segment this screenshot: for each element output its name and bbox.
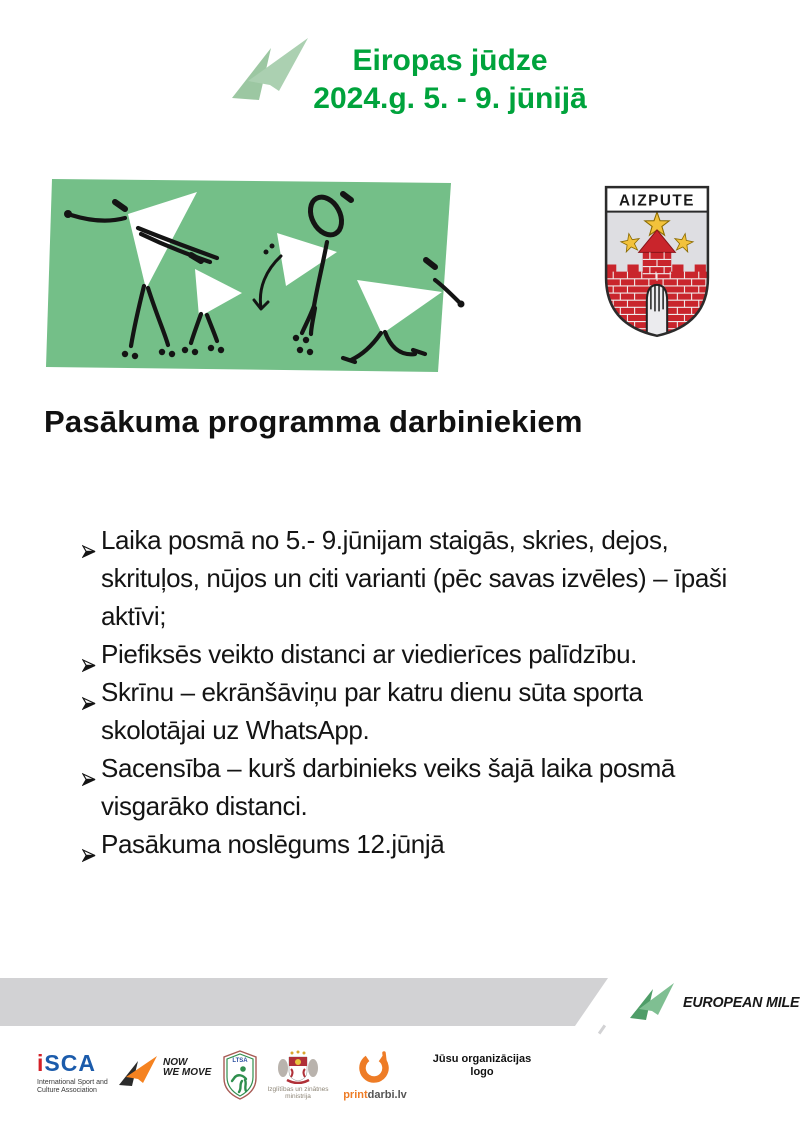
list-item	[84, 673, 746, 749]
isca-wordmark-sca: SCA	[44, 1050, 96, 1076]
skaters-illustration	[45, 176, 465, 376]
arrowhead-bullet-icon	[82, 683, 96, 721]
isca-wordmark	[37, 1050, 117, 1076]
list-item-text: Laika posmā no 5.- 9.jūnijam staigās, skries, dejos, skrituļos, nūjos un citi varianti (pēc savas izvēles) – īpaši aktīvi;	[101, 525, 727, 631]
org-logo-placeholder	[428, 1053, 536, 1079]
list-item	[84, 635, 746, 673]
european-mile-logo	[629, 982, 800, 1022]
printdarbi-word-part2: darbi.lv	[367, 1089, 407, 1101]
list-item	[84, 749, 746, 825]
now-we-move-logo	[118, 1055, 211, 1087]
crest-title: AIZPUTE	[619, 192, 695, 210]
title-line-1: Eiropas jūdze	[352, 44, 548, 77]
arrowhead-bullet-icon	[82, 531, 96, 569]
skaters-illustration-graphic	[45, 176, 465, 376]
ministry-logo	[266, 1050, 330, 1100]
now-we-move-line2: WE MOVE	[163, 1067, 212, 1078]
arrowhead-bullet-icon	[82, 835, 96, 873]
ltsa-emblem	[223, 1049, 257, 1101]
list-item	[84, 521, 746, 635]
isca-logo	[37, 1050, 117, 1095]
now-we-move-arrow-icon	[118, 1055, 158, 1087]
arrowhead-bullet-icon	[82, 759, 96, 797]
section-heading: Pasākuma programma darbiniekiem	[44, 404, 583, 439]
printdarbi-logo	[340, 1049, 410, 1101]
isca-subtitle-line1: International Sport and	[37, 1079, 108, 1086]
org-placeholder-line2: logo	[470, 1066, 494, 1078]
footer-banner	[0, 978, 608, 1026]
bullet-list	[84, 521, 746, 863]
list-item-text: Sacensība – kurš darbinieks veiks šajā laika posmā visgarāko distanci.	[101, 753, 675, 821]
ministry-line2: ministrija	[285, 1093, 311, 1100]
printdarbi-ring-icon	[358, 1049, 392, 1085]
isca-subtitle-line2: Culture Association	[37, 1087, 97, 1094]
isca-wordmark-i: i	[37, 1050, 45, 1076]
list-item-text: Pasākuma noslēgums 12.jūnjā	[101, 829, 445, 859]
printdarbi-wordmark	[340, 1089, 410, 1101]
now-we-move-line1: NOW	[163, 1057, 188, 1068]
list-item	[84, 825, 746, 863]
org-placeholder-line1: Jūsu organizācijas	[432, 1053, 532, 1065]
aizpute-coat-of-arms	[601, 183, 713, 341]
ministry-line1: Izglītības un zinātnes	[267, 1086, 329, 1093]
title-line-2: 2024.g. 5. - 9. jūnijā	[313, 82, 587, 115]
page-title	[240, 42, 660, 118]
ltsa-label: LTSA	[232, 1058, 248, 1064]
printdarbi-word-part1: print	[343, 1089, 368, 1101]
list-item-text: Skrīnu – ekrānšāviņu par katru dienu sūta sporta skolotājai uz WhatsApp.	[101, 677, 643, 745]
list-item-text: Piefiksēs veikto distanci ar viedierīces palīdzību.	[101, 639, 637, 669]
latvia-coat-of-arms-icon	[275, 1050, 321, 1084]
european-mile-arrow-icon	[629, 982, 675, 1022]
banner-notch	[598, 1025, 606, 1035]
european-mile-label: EUROPEAN MILE	[683, 993, 800, 1011]
